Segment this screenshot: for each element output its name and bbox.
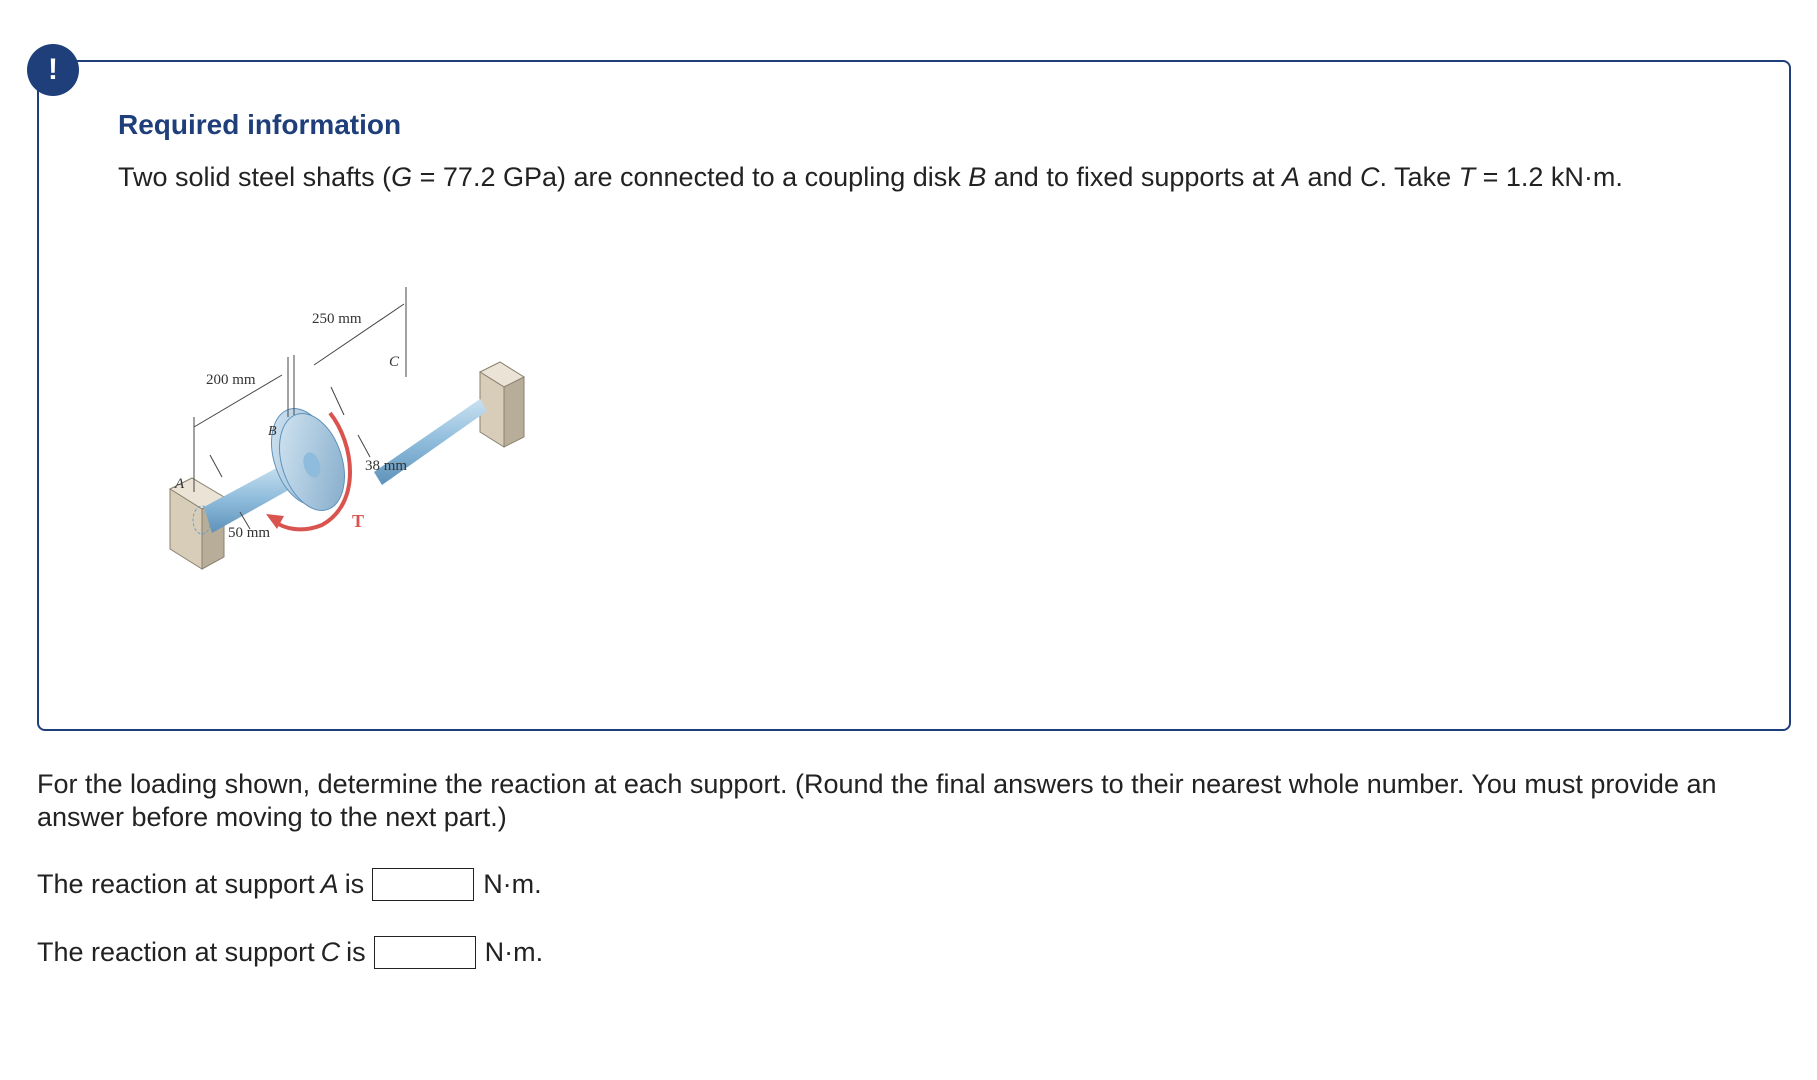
info-title: Required information [118, 109, 402, 140]
dim-label-200: 200 mm [206, 372, 256, 388]
support-c-block [480, 362, 524, 447]
label-a: A [175, 476, 185, 492]
coupling-disk-b [260, 400, 356, 519]
reaction-c-input[interactable] [374, 936, 476, 969]
label-t: T [352, 511, 365, 531]
answer-row-c-symbol: C [320, 936, 341, 967]
info-text: Two solid steel shafts (G = 77.2 GPa) are connected to a coupling disk B and to fixed supports at A and C. Take T = 1.2 kN·m. [118, 162, 1623, 192]
answer-row-a-suffix: is [344, 868, 365, 899]
dim-label-38: 38 mm [365, 458, 408, 474]
dim-label-250: 250 mm [312, 311, 362, 327]
answer-row-c-prefix: The reaction at support [37, 936, 315, 967]
dim-label-50: 50 mm [228, 525, 271, 541]
answer-row-c [37, 934, 543, 970]
shaft-diagram [122, 267, 542, 617]
reaction-a-input[interactable] [372, 868, 474, 901]
answer-row-c-suffix: is [346, 936, 366, 967]
required-information-card [37, 60, 1791, 731]
answer-row-a-symbol: A [320, 868, 339, 899]
label-b: B [268, 424, 277, 439]
answer-row-a-prefix: The reaction at support [37, 868, 315, 899]
alert-icon: ! [27, 44, 79, 96]
answer-row-c-unit: N·m. [484, 936, 544, 967]
question-text: For the loading shown, determine the reaction at each support. (Round the final answers to their nearest whole number. You must provide an answer before moving to the next part.) [37, 769, 1717, 832]
label-c: C [389, 354, 400, 370]
answer-row-a [37, 866, 542, 902]
answer-row-a-unit: N·m. [483, 868, 542, 899]
